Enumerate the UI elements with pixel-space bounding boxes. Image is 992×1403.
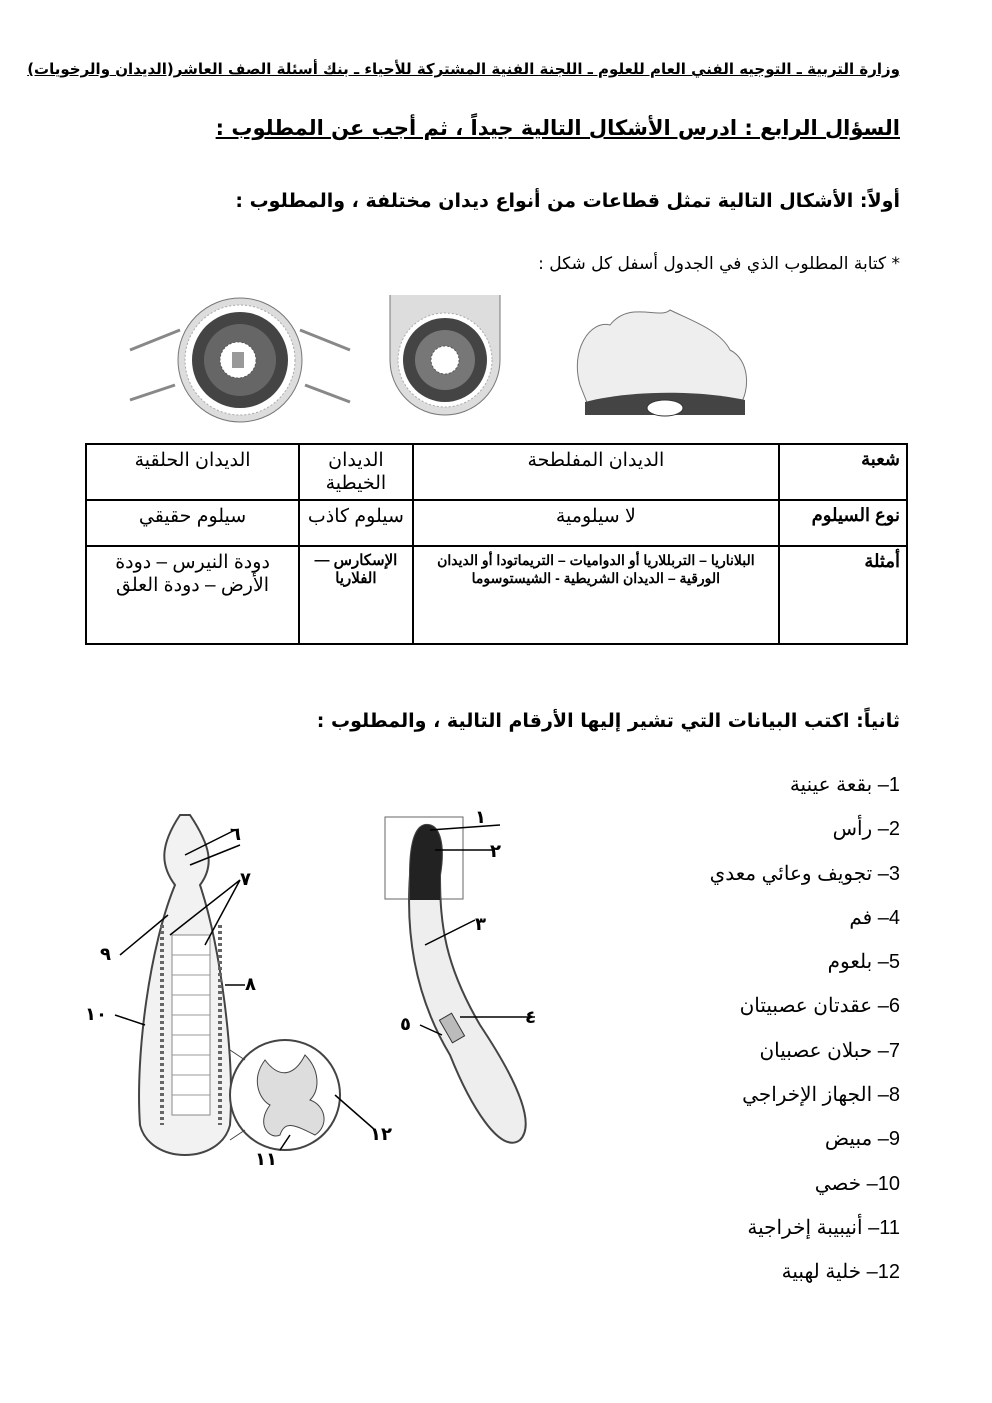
flatworm-cross-section: [577, 310, 746, 416]
list-item: 2– رأس: [832, 818, 900, 841]
label-5: ٥: [400, 1014, 411, 1035]
list-item: 7– حبلان عصبيان: [759, 1039, 900, 1062]
list-item: 1– بقعة عينية: [789, 774, 900, 796]
list-item: 8– الجهاز الإخراجي: [742, 1084, 900, 1107]
list-item: 3– تجويف وعائي معدي: [709, 862, 900, 885]
cell-examples-flat: البلاناريا – التربللاريا أو الدواميات – التريماتودا أو الديدان الورقية – الديدان الشريطية - الشيستوسوما: [413, 546, 779, 644]
label-4: ٤: [525, 1007, 536, 1028]
label-12: ١٢: [370, 1124, 392, 1145]
planaria-internal-anatomy: [85, 815, 392, 1170]
cell-coelom-flat: لا سيلومية: [413, 500, 779, 546]
list-item: 11– أنيبيبة إخراجية: [747, 1216, 900, 1239]
cell-examples-annelid: دودة النيرس – دودة الأرض – دودة العلق: [86, 546, 299, 644]
part1-instruction: * كتابة المطلوب الذي في الجدول أسفل كل شكل :: [538, 254, 900, 274]
label-2: ٢: [490, 841, 501, 862]
label-6: ٦: [230, 824, 241, 845]
row-header-coelom: نوع السيلوم: [779, 500, 907, 546]
list-item: 4– فم: [849, 906, 900, 929]
list-item: 12– خلية لهبية: [781, 1261, 900, 1284]
cell-phylum-flat: الديدان المفلطحة: [413, 444, 779, 500]
cell-phylum-round: الديدان الخيطية: [299, 444, 413, 500]
nematode-cross-section: [390, 295, 500, 415]
list-item: 9– مبيض: [824, 1128, 900, 1151]
list-item: 5– بلعوم: [827, 951, 900, 974]
part2-title: ثانياً: اكتب البيانات التي تشير إليها الأرقام التالية ، والمطلوب :: [316, 710, 900, 732]
page-header: وزارة التربية ـ التوجيه الفني العام للعلوم ـ اللجنة الفنية المشتركة للأحياء ـ بنك أسئلة الصف العاشر(الديدان والرخويات): [27, 60, 900, 78]
list-item: 10– خصي: [814, 1172, 900, 1195]
label-3: ٣: [475, 914, 486, 935]
part1-title: أولاً: الأشكال التالية تمثل قطاعات من أنواع ديدان مختلفة ، والمطلوب :: [235, 190, 900, 212]
label-11: ١١: [255, 1149, 277, 1170]
label-8: ٨: [245, 974, 256, 995]
row-header-phylum: شعبة: [779, 444, 907, 500]
worm-cross-sections: [110, 290, 770, 425]
cell-phylum-annelid: الديدان الحلقية: [86, 444, 299, 500]
cell-examples-round: الإسكارس — الفلاريا: [299, 546, 413, 644]
list-item: 6– عقدتان عصبيتان: [739, 995, 900, 1018]
annelid-cross-section: [130, 298, 350, 422]
label-10: ١٠: [85, 1004, 107, 1025]
row-header-examples: أمثلة: [779, 546, 907, 644]
label-7: ٧: [240, 869, 251, 890]
question-title: السؤال الرابع : ادرس الأشكال التالية جيداً ، ثم أجب عن المطلوب :: [215, 116, 900, 140]
worm-classification-table: [85, 443, 908, 645]
label-9: ٩: [100, 944, 111, 965]
cell-coelom-round: سيلوم كاذب: [299, 500, 413, 546]
planaria-external-view: [385, 807, 536, 1143]
label-1: ١: [475, 807, 486, 828]
cell-coelom-annelid: سيلوم حقيقي: [86, 500, 299, 546]
answer-list: [710, 770, 900, 1302]
planaria-diagrams: [80, 805, 560, 1175]
